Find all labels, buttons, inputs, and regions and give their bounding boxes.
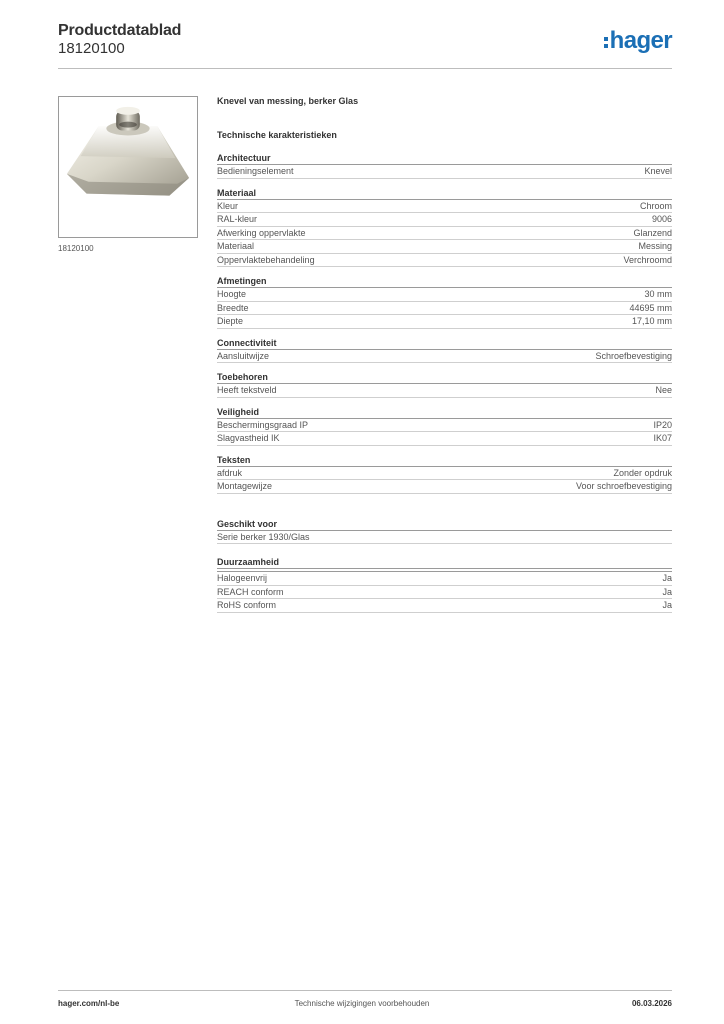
document-title: Productdatablad <box>58 22 182 39</box>
section-title: Afmetingen <box>217 277 672 288</box>
spec-value: Nee <box>655 385 672 395</box>
spec-value: Ja <box>662 586 672 597</box>
product-code: 18120100 <box>58 40 125 57</box>
spec-value: Schroefbevestiging <box>595 350 672 361</box>
spec-value: 17,10 mm <box>631 316 672 326</box>
spec-row <box>217 432 672 446</box>
spec-label: Materiaal <box>217 241 255 251</box>
spec-content <box>217 96 672 613</box>
spec-row <box>217 254 672 268</box>
spec-row <box>217 302 672 316</box>
section-title: Architectuur <box>217 154 672 165</box>
footer-disclaimer: Technische wijzigingen voorbehouden <box>294 999 430 1008</box>
spec-label: Halogeenvrij <box>217 573 268 583</box>
tech-characteristics-title: Technische karakteristieken <box>217 130 337 140</box>
spec-section-toebehoren <box>217 373 672 398</box>
spec-value: IP20 <box>653 419 672 430</box>
spec-label: Heeft tekstveld <box>217 385 277 395</box>
product-image <box>58 96 198 238</box>
logo-text: hager <box>609 27 672 54</box>
spec-label: Diepte <box>217 316 244 326</box>
spec-value: Ja <box>662 573 672 583</box>
spec-label: Afwerking oppervlakte <box>217 227 306 238</box>
spec-row <box>217 419 672 433</box>
hager-logo <box>604 29 672 53</box>
spec-value: Verchroomd <box>623 254 672 265</box>
spec-value: Knevel <box>644 166 672 176</box>
spec-row <box>217 213 672 227</box>
spec-label: Aansluitwijze <box>217 350 270 361</box>
spec-row <box>217 240 672 254</box>
section-title: Toebehoren <box>217 373 672 384</box>
spec-row <box>217 350 672 364</box>
spec-section-architectuur <box>217 154 672 179</box>
spec-section-veiligheid <box>217 408 672 446</box>
spec-label: Slagvastheid IK <box>217 433 280 443</box>
spec-label: Bedieningselement <box>217 166 294 176</box>
spec-value: Ja <box>662 600 672 610</box>
spec-row <box>217 384 672 398</box>
spec-row <box>217 227 672 241</box>
spec-value: Voor schroefbevestiging <box>575 481 672 491</box>
spec-label: RoHS conform <box>217 600 277 610</box>
spec-label: Hoogte <box>217 289 247 299</box>
spec-section-afmetingen <box>217 277 672 329</box>
section-title: Geschikt voor <box>217 520 672 531</box>
footer-date: 06.03.2026 <box>631 999 672 1008</box>
spec-label: Breedte <box>217 302 249 313</box>
spec-section-connectiviteit <box>217 339 672 364</box>
spec-label: Beschermingsgraad IP <box>217 419 309 430</box>
section-title: Materiaal <box>217 189 672 200</box>
spec-label: RAL-kleur <box>217 214 258 224</box>
toggle-knob-image <box>59 97 197 237</box>
spec-value: Glanzend <box>633 227 672 238</box>
footer-divider <box>58 990 672 991</box>
spec-value: Chroom <box>639 200 672 211</box>
spec-value: 44695 mm <box>629 302 672 313</box>
spec-value: IK07 <box>653 433 672 443</box>
section-duurzaamheid <box>217 558 672 613</box>
footer-website-link[interactable]: hager.com/nl-be <box>58 999 120 1008</box>
section-title: Connectiviteit <box>217 339 672 350</box>
spec-row <box>217 531 672 545</box>
spec-value: Zonder opdruk <box>613 467 672 478</box>
spec-label: Montagewijze <box>217 481 273 491</box>
spec-row <box>217 165 672 179</box>
spec-row <box>217 200 672 214</box>
spec-label: afdruk <box>217 467 243 478</box>
spec-row <box>217 572 672 586</box>
header-divider <box>58 68 672 69</box>
spec-label: Oppervlaktebehandeling <box>217 254 315 265</box>
spec-row <box>217 480 672 494</box>
logo-dots-icon <box>604 37 608 48</box>
image-caption: 18120100 <box>58 244 94 253</box>
spec-value: 9006 <box>651 214 672 224</box>
section-title: Teksten <box>217 456 672 467</box>
spec-row <box>217 599 672 613</box>
spec-row <box>217 586 672 600</box>
spec-section-materiaal <box>217 189 672 268</box>
spec-label: REACH conform <box>217 586 284 597</box>
spec-label: Serie berker 1930/Glas <box>217 531 310 542</box>
spec-row <box>217 467 672 481</box>
spec-label: Kleur <box>217 200 239 211</box>
section-title: Duurzaamheid <box>217 558 672 569</box>
product-name: Knevel van messing, berker Glas <box>217 96 359 106</box>
spec-row <box>217 315 672 329</box>
section-title: Veiligheid <box>217 408 672 419</box>
section-geschikt-voor <box>217 520 672 545</box>
spec-value: Messing <box>638 241 672 251</box>
spec-section-teksten <box>217 456 672 494</box>
spec-row <box>217 288 672 302</box>
spec-value: 30 mm <box>644 289 672 299</box>
